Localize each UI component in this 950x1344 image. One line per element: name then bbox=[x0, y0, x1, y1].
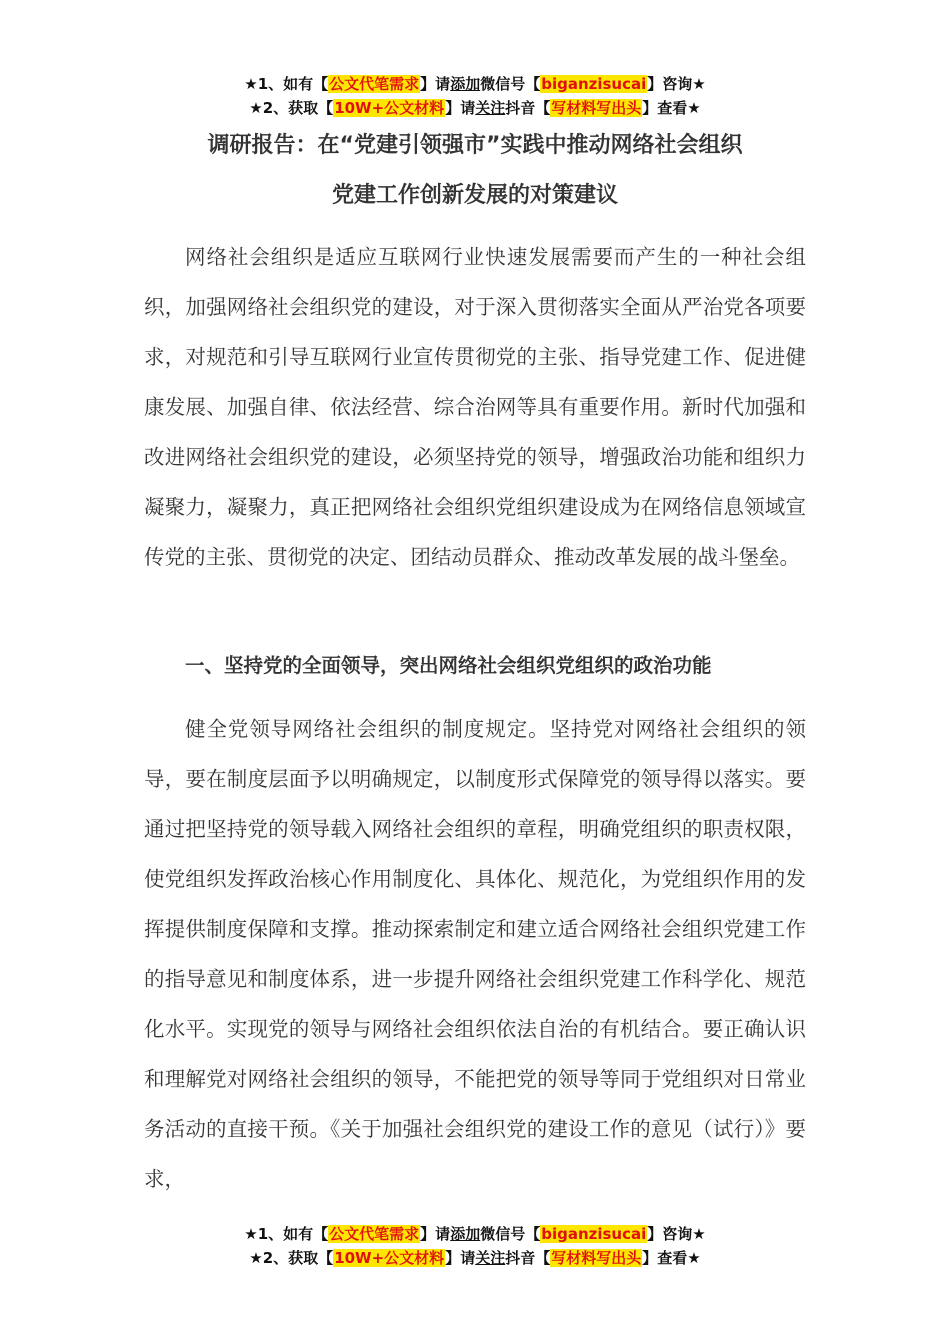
banner-line-materials: ★2、获取【10W+公文材料】请关注抖音【写材料写出头】查看★ bbox=[249, 99, 701, 117]
highlight-materials: 10W+公文材料 bbox=[334, 99, 445, 117]
banner-line-consult: ★1、如有【公文代笔需求】请添加微信号【biganzisucai】咨询★ bbox=[244, 75, 706, 93]
highlight-service: 公文代笔需求 bbox=[329, 1225, 420, 1243]
bottom-banner bbox=[0, 1222, 950, 1270]
section-heading: 一、坚持党的全面领导，突出网络社会组织党组织的政治功能 bbox=[185, 654, 712, 677]
intro-paragraph: 网络社会组织是适应互联网行业快速发展需要而产生的一种社会组织，加强网络社会组织党的建设，对于深入贯彻落实全面从严治党各项要求，对规范和引导互联网行业宣传贯彻党的主张、指导党建工作、促进健康发展、加强自律、依法经营、综合治网等具有重要作用。新时代加强和改进网络社会组织党的建设，必须坚持党的领导，增强政治功能和组织力凝聚力，凝聚力，真正把网络社会组织党组织建设成为在网络信息领域宣传党的主张、贯彻党的决定、团结动员群众、推动改革发展的战斗堡垒。 bbox=[144, 245, 806, 569]
highlight-service: 公文代笔需求 bbox=[329, 75, 420, 93]
document-title-line-2: 党建工作创新发展的对策建议 bbox=[331, 183, 618, 208]
document-title-line-1: 调研报告：在“党建引领强市”实践中推动网络社会组织 bbox=[207, 133, 743, 158]
section-paragraph: 健全党领导网络社会组织的制度规定。坚持党对网络社会组织的领导，要在制度层面予以明确规定，以制度形式保障党的领导得以落实。要通过把坚持党的领导载入网络社会组织的章程，明确党组织的职责权限，使党组织发挥政治核心作用制度化、具体化、规范化，为党组织作用的发挥提供制度保障和支撑。推动探索制定和建立适合网络社会组织党建工作的指导意见和制度体系，进一步提升网络社会组织党建工作科学化、规范化水平。实现党的领导与网络社会组织依法自治的有机结合。要正确认识和理解党对网络社会组织的领导，不能把党的领导等同于党组织对日常业务活动的直接干预。《关于加强社会组织党的建设工作的意见（试行）》要求， bbox=[144, 717, 806, 1191]
highlight-douyin-account: 写材料写出头 bbox=[551, 99, 642, 117]
highlight-materials: 10W+公文材料 bbox=[334, 1249, 445, 1267]
banner-line-materials: ★2、获取【10W+公文材料】请关注抖音【写材料写出头】查看★ bbox=[249, 1249, 701, 1267]
banner-line-consult: ★1、如有【公文代笔需求】请添加微信号【biganzisucai】咨询★ bbox=[244, 1225, 706, 1243]
highlight-wechat-id: biganzisucai bbox=[541, 75, 647, 93]
top-banner bbox=[0, 72, 950, 120]
highlight-wechat-id: biganzisucai bbox=[541, 1225, 647, 1243]
highlight-douyin-account: 写材料写出头 bbox=[551, 1249, 642, 1267]
